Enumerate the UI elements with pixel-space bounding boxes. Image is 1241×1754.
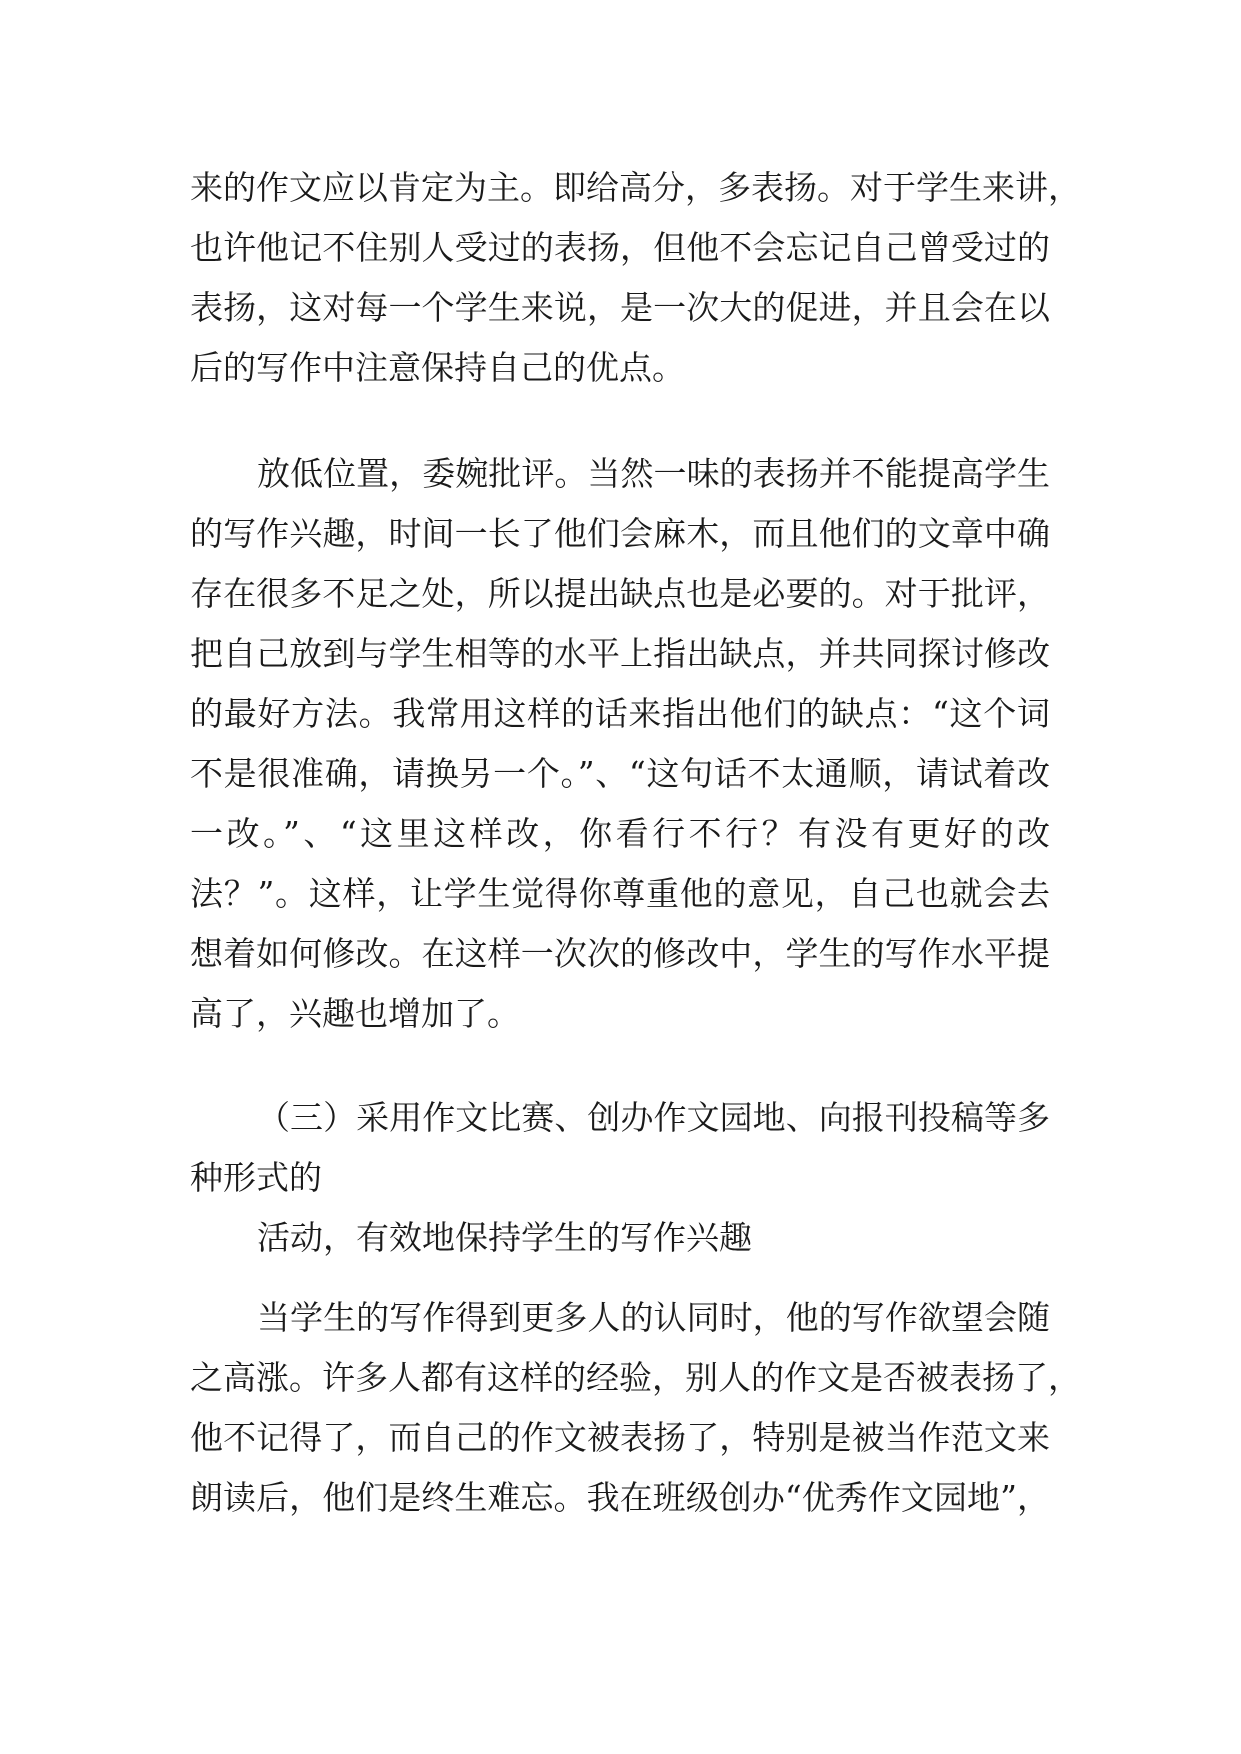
heading-line: 活动，有效地保持学生的写作兴趣 (257, 1218, 752, 1257)
text-line: 之高涨。许多人都有这样的经验，别人的作文是否被表扬了， (190, 1358, 1081, 1397)
text-line: 法？”。这样，让学生觉得你尊重他的意见，自己也就会去 (190, 874, 1050, 913)
heading-line: （三）采用作文比赛、创办作文园地、向报刊投稿等多 (257, 1098, 1050, 1137)
text-line: 放低位置，委婉批评。当然一味的表扬并不能提高学生 (257, 454, 1050, 493)
section-heading-three (190, 1088, 1050, 1268)
text-line: 存在很多不足之处，所以提出缺点也是必要的。对于批评， (190, 574, 1050, 613)
heading-line: 种形式的 (190, 1158, 322, 1197)
text-line: 也许他记不住别人受过的表扬，但他不会忘记自己曾受过的 (190, 228, 1050, 267)
paragraph-gentle-criticism (190, 444, 1050, 1044)
text-line: 一改。”、“这里这样改，你看行不行？有没有更好的改 (190, 814, 1050, 853)
text-line: 不是很准确，请换另一个。”、“这句话不太通顺，请试着改 (190, 754, 1050, 793)
text-line: 他不记得了，而自己的作文被表扬了，特别是被当作范文来 (190, 1418, 1050, 1457)
paragraph-recognition (190, 1288, 1081, 1528)
text-line: 表扬，这对每一个学生来说，是一次大的促进，并且会在以 (190, 288, 1050, 327)
text-line: 的最好方法。我常用这样的话来指出他们的缺点：“这个词 (190, 694, 1050, 733)
text-line: 朗读后，他们是终生难忘。我在班级创办“优秀作文园地”， (190, 1478, 1050, 1517)
text-line: 的写作兴趣，时间一长了他们会麻木，而且他们的文章中确 (190, 514, 1050, 553)
text-line: 把自己放到与学生相等的水平上指出缺点，并共同探讨修改 (190, 634, 1050, 673)
paragraph-praise-continuation (190, 158, 1081, 398)
text-line: 后的写作中注意保持自己的优点。 (190, 348, 685, 387)
text-line: 当学生的写作得到更多人的认同时，他的写作欲望会随 (257, 1298, 1050, 1337)
text-line: 高了，兴趣也增加了。 (190, 994, 520, 1033)
text-line: 想着如何修改。在这样一次次的修改中，学生的写作水平提 (190, 934, 1050, 973)
text-line: 来的作文应以肯定为主。即给高分，多表扬。对于学生来讲， (190, 168, 1081, 207)
